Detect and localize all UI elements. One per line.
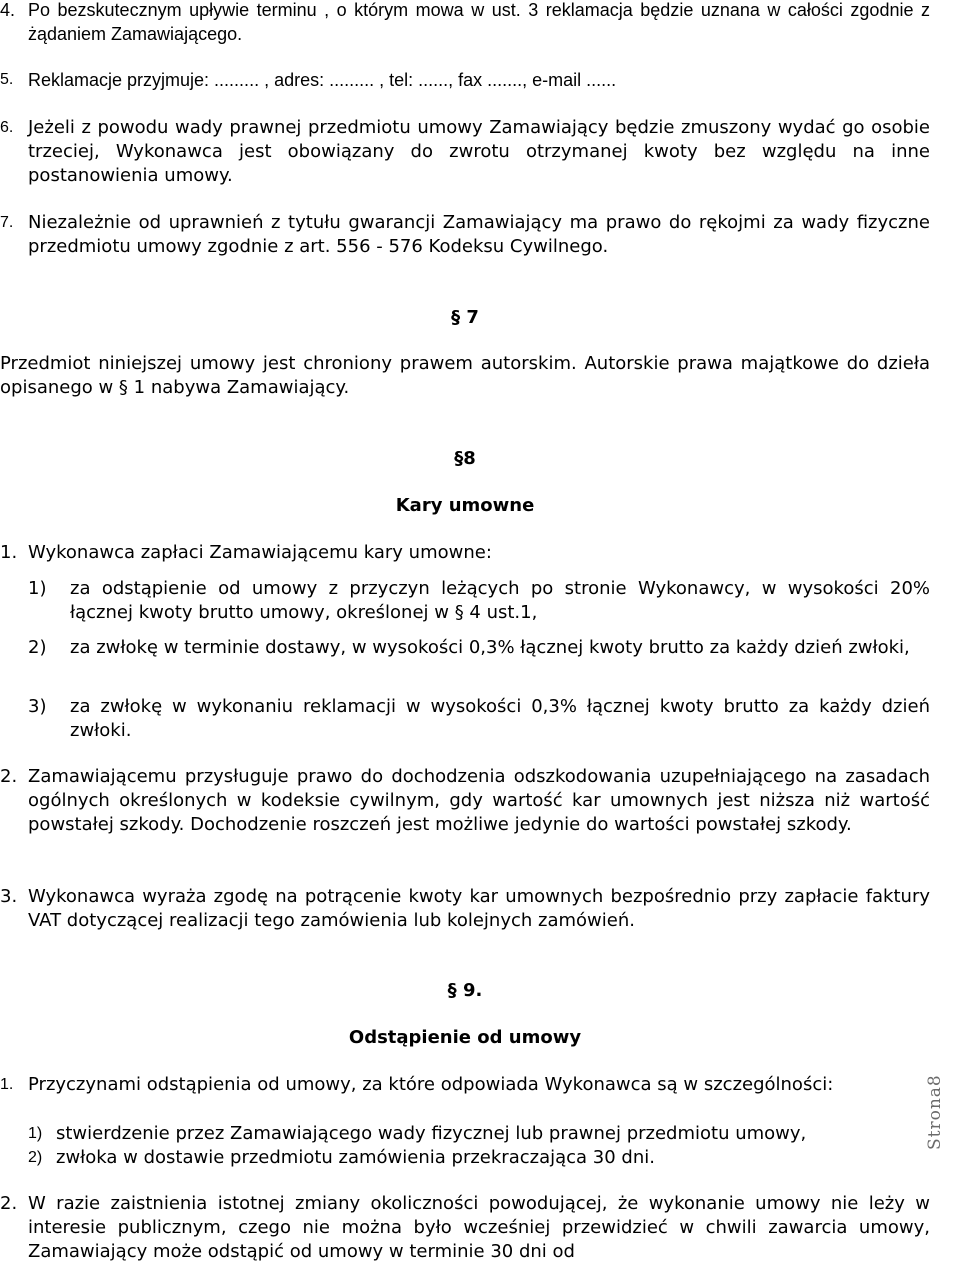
section-8-paragraph-3 <box>0 885 930 933</box>
section-9-paragraph-2 <box>0 1192 930 1264</box>
withdrawal-reason-1 <box>0 1122 930 1146</box>
item-number: 1) <box>28 578 47 599</box>
section-7-body <box>0 352 930 400</box>
item-text: za zwłokę w terminie dostawy, w wysokości 0,3% łącznej kwoty brutto za każdy dzień zwłoki, <box>70 637 910 658</box>
item-text: stwierdzenie przez Zamawiającego wady fizycznej lub prawnej przedmiotu umowy, <box>56 1123 807 1144</box>
clause-6 <box>0 116 930 188</box>
clause-text: Niezależnie od uprawnień z tytułu gwarancji Zamawiający ma prawo do rękojmi za wady fizyczne przedmiotu umowy zgodnie z art. 556 - 576 Kodeksu Cywilnego. <box>28 212 930 257</box>
penalty-item-1 <box>0 577 930 625</box>
penalty-item-2 <box>0 636 930 660</box>
clause-7 <box>0 211 930 259</box>
clause-number: 6. <box>0 119 14 136</box>
clause-number: 7. <box>0 214 14 231</box>
page-number-label: Strona8 <box>925 1074 945 1150</box>
clause-text: Po bezskutecznym upływie terminu , o którym mowa w ust. 3 reklamacja będzie uznana w całości zgodnie z żądaniem Zamawiającego. <box>28 0 930 44</box>
paragraph-text: Wykonawca wyraża zgodę na potrącenie kwoty kar umownych bezpośrednio przy zapłacie faktury VAT dotyczącej realizacji tego zamówienia lub kolejnych zamówień. <box>28 886 930 931</box>
section-8-paragraph-1 <box>0 541 930 565</box>
item-number: 2) <box>28 1149 43 1166</box>
paragraph-number: 1. <box>0 1076 14 1093</box>
clause-text: Jeżeli z powodu wady prawnej przedmiotu umowy Zamawiający będzie zmuszony wydać go osobie trzeciej, Wykonawca jest obowiązany do zwrotu otrzymanej kwoty bez względu na inne postanowienia umowy. <box>28 117 930 186</box>
paragraph-number: 3. <box>0 886 18 907</box>
clause-4 <box>0 0 930 46</box>
paragraph-number: 2. <box>0 1193 18 1214</box>
paragraph-number: 1. <box>0 542 18 563</box>
section-7-text: Przedmiot niniejszej umowy jest chroniony prawem autorskim. Autorskie prawa majątkowe do dzieła opisanego w § 1 nabywa Zamawiający. <box>0 353 930 398</box>
section-9-heading: § 9. <box>447 980 483 1001</box>
item-text: za zwłokę w wykonaniu reklamacji w wysokości 0,3% łącznej kwoty brutto za każdy dzień zwłoki. <box>70 696 930 741</box>
paragraph-text: Przyczynami odstąpienia od umowy, za które odpowiada Wykonawca są w szczególności: <box>28 1074 834 1095</box>
section-8-paragraph-2 <box>0 765 930 837</box>
paragraph-number: 2. <box>0 766 18 787</box>
item-text: zwłoka w dostawie przedmiotu zamówienia przekraczająca 30 dni. <box>56 1147 655 1168</box>
section-8-heading: §8 <box>454 448 476 469</box>
item-text: za odstąpienie od umowy z przyczyn leżących po stronie Wykonawcy, w wysokości 20% łącznej kwoty brutto umowy, określonej w § 4 ust.1, <box>70 578 930 623</box>
paragraph-text: Zamawiającemu przysługuje prawo do dochodzenia odszkodowania uzupełniającego na zasadach ogólnych określonych w kodeksie cywilnym, gdy wartość kar umownych jest niższa niż wartość powstałej szkody. Dochodzenie roszczeń jest możliwe jedynie do wartości powstałej szkody. <box>28 766 930 835</box>
item-number: 2) <box>28 637 47 658</box>
item-number: 1) <box>28 1125 43 1142</box>
item-number: 3) <box>28 696 47 717</box>
clause-number: 4. <box>0 0 16 20</box>
withdrawal-reason-2 <box>0 1146 930 1170</box>
paragraph-text: W razie zaistnienia istotnej zmiany okoliczności powodującej, że wykonanie umowy nie leży w interesie publicznym, czego nie można było wcześniej przewidzieć w chwili zawarcia umowy, Zamawiający może odstąpić od umowy w terminie 30 dni od <box>28 1193 930 1262</box>
paragraph-text: Wykonawca zapłaci Zamawiającemu kary umowne: <box>28 542 492 563</box>
section-7-heading: § 7 <box>451 307 479 328</box>
clause-text: Reklamacje przyjmuje: ......... , adres: ......... , tel: ......, fax ......., e-mail ...... <box>28 70 617 90</box>
section-9-paragraph-1 <box>0 1073 930 1097</box>
section-9-title: Odstąpienie od umowy <box>348 1027 582 1048</box>
clause-5 <box>0 68 930 92</box>
clause-number: 5. <box>0 71 14 88</box>
section-8-title: Kary umowne <box>395 495 535 516</box>
penalty-item-3 <box>0 695 930 743</box>
